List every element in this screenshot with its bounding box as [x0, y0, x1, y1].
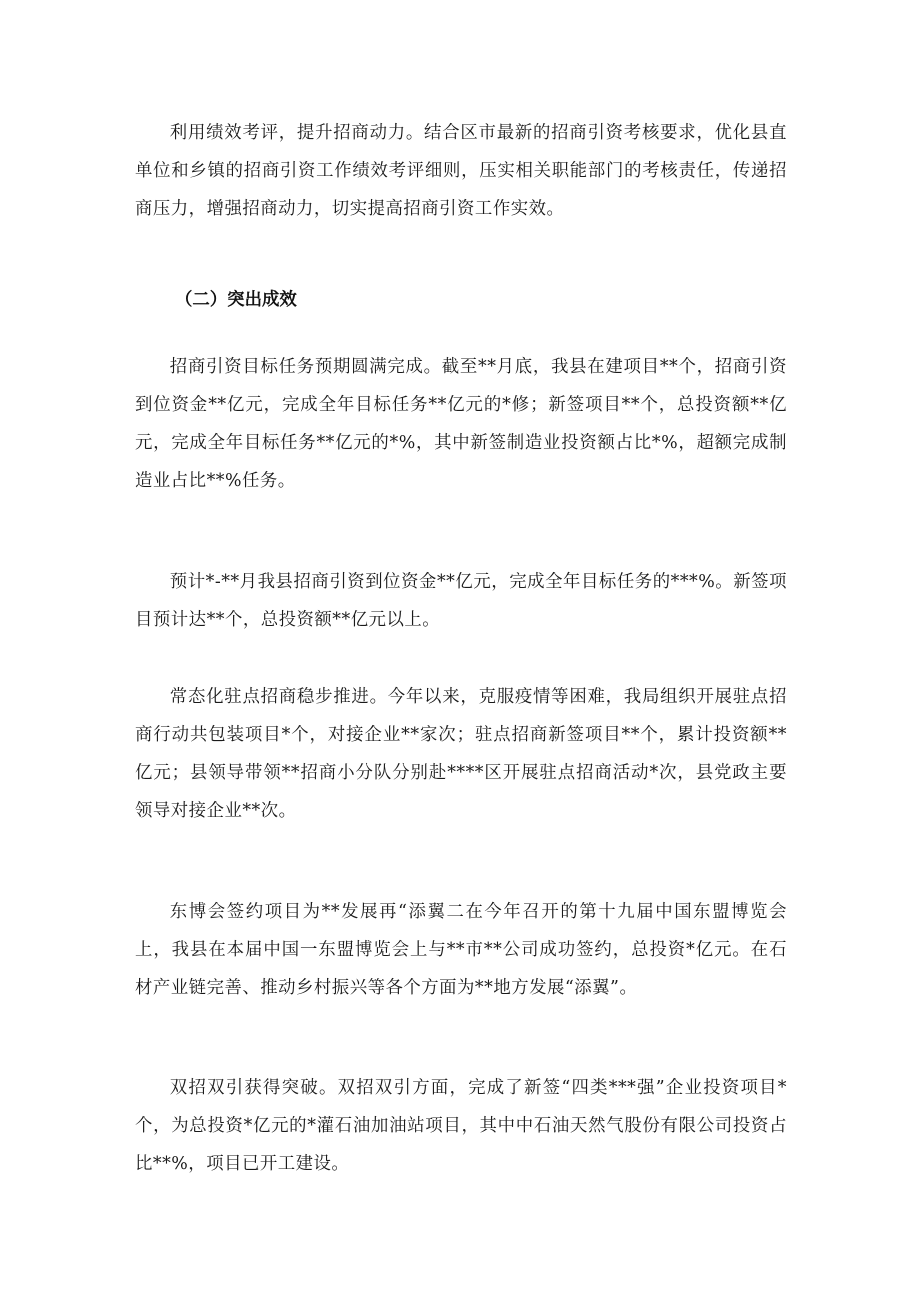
paragraph-targets-completed: 招商引资目标任务预期圆满完成。截至**月底，我县在建项目**个，招商引资到位资金**亿元，完成全年目标任务**亿元的*修；新签项目**个，总投资额**亿元，完成全年目标任务**亿元的*%，其中新签制造业投资额占比*%，超额完成制造业占比**%任务。 [135, 357, 787, 491]
section-heading-results: （二）突出成效 [175, 290, 297, 310]
paragraph-resident-investment: 常态化驻点招商稳步推进。今年以来，克服疫情等困难，我局组织开展驻点招商行动共包装项目*个，对接企业**家次；驻点招商新签项目**个，累计投资额**亿元；县领导带领**招商小分队分别赴****区开展驻点招商活动*次，县党政主要领导对接企业**次。 [135, 687, 787, 821]
paragraph-dual-attraction: 双招双引获得突破。双招双引方面，完成了新签“四类***强”企业投资项目*个，为总投资*亿元的*灌石油加油站项目，其中中石油天然气股份有限公司投资占比**%，项目已开工建设。 [135, 1078, 787, 1174]
paragraph-expo-signing: 东博会签约项目为**发展再“添翼二在今年召开的第十九届中国东盟博览会上，我县在本届中国一东盟博览会上与**市**公司成功签约，总投资*亿元。在石材产业链完善、推动乡村振兴等各个方面为**地方发展“添翼”。 [135, 902, 787, 998]
paragraph-performance-evaluation: 利用绩效考评，提升招商动力。结合区市最新的招商引资考核要求，优化县直单位和乡镇的招商引资工作绩效考评细则，压实相关职能部门的考核责任，传递招商压力，增强招商动力，切实提高招商引资工作实效。 [135, 123, 787, 219]
paragraph-forecast: 预计*-**月我县招商引资到位资金**亿元，完成全年目标任务的***%。新签项目预计达**个，总投资额**亿元以上。 [135, 572, 787, 630]
